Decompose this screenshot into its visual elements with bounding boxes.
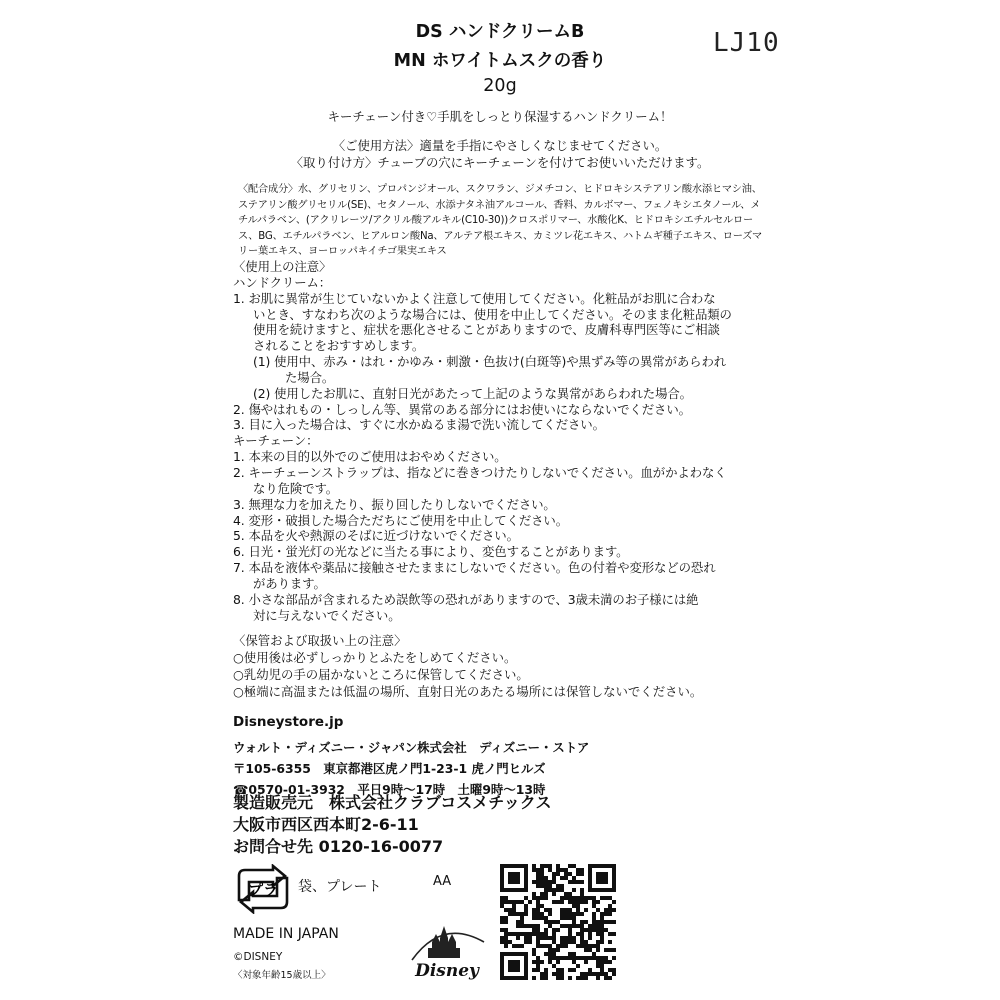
storage-heading: 〈保管および取扱い上の注意〉 (233, 633, 407, 648)
disney-castle-logo (402, 912, 492, 984)
manufacturer-name: 製造販売元 株式会社クラブコスメチックス (233, 793, 552, 812)
how-to-use: 〈ご使用方法〉適量を手指にやさしくなじませてください。 (332, 138, 668, 153)
inquiry-phone: お問合せ先 0120-16-0077 (233, 837, 444, 856)
cautions-heading: 〈使用上の注意〉 (233, 259, 332, 274)
disney-logo-text: Disney (415, 961, 479, 981)
kc-item-2: 2. キーチェーンストラップは、指などに巻きつけたりしないでください。血がかよわなく (233, 464, 727, 480)
seller-info (233, 737, 589, 800)
storage-item: ○乳幼児の手の届かないところに保管してください。 (233, 667, 529, 682)
kc-item-2-cont: なり危険です。 (253, 480, 339, 496)
kc-item-7-cont: があります。 (253, 575, 326, 591)
hc-item-1-sub-1-cont: た場合。 (285, 369, 335, 385)
kc-item-6: 6. 日光・蛍光灯の光などに当たる事により、変色することがあります。 (233, 544, 629, 560)
kc-item-3: 3. 無理な力を加えたり、振り回したりしないでください。 (233, 496, 556, 512)
kc-item-8: 8. 小さな部品が含まれるため誤飲等の恐れがありますので、3歳未満のお子様には絶 (233, 591, 699, 607)
hc-item-1-sub-1: (1) 使用中、赤み・はれ・かゆみ・刺激・色抜け(白斑等)や黒ずみ等の異常があらわれ (253, 354, 727, 370)
recycle-label: 袋、プレート (298, 879, 382, 895)
age-notice: 〈対象年齢15歳以上〉 (233, 970, 331, 981)
hc-item-1-sub-2: (2) 使用したお肌に、直射日光があたって上記のような異常があらわれた場合。 (253, 385, 692, 401)
lot-code: LJ10 (713, 28, 780, 58)
manufacturer-address: 大阪市西区西本町2-6-11 (233, 815, 419, 834)
hc-item-1-cont: いとき、すなわち次のような場合には、使用を中止してください。そのまま化粧品類の (253, 306, 732, 322)
kc-item-5: 5. 本品を火や熱源のそばに近づけないでください。 (233, 528, 519, 544)
storage-cautions (233, 632, 773, 700)
qr-code[interactable] (500, 864, 616, 980)
kc-item-7: 7. 本品を液体や薬品に接触させたままにしないでください。色の付着や変形などの恐れ (233, 560, 716, 576)
product-name-line2: MN ホワイトムスクの香り (393, 51, 607, 71)
made-in-japan: MADE IN JAPAN (233, 926, 339, 942)
seller-phone: ☎0570-01-3932 平日9時～17時 土曜9時～13時 (233, 782, 546, 797)
website: Disneystore.jp (233, 714, 344, 730)
recycle-mark-text: プラ (247, 881, 279, 899)
hc-item-1: 1. お肌に異常が生じていないかよく注意して使用してください。化粧品がお肌に合わな (233, 290, 716, 306)
seller-name: ウォルト・ディズニー・ジャパン株式会社 ディズニー・ストア (233, 740, 590, 755)
hc-item-3: 3. 目に入った場合は、すぐに水かぬるま湯で洗い流してください。 (233, 417, 605, 433)
ingredients-list: 〈配合成分〉水、グリセリン、プロパンジオール、スクワラン、ジメチコン、ヒドロキシステアリン酸水添ヒマシ油、ステアリン酸グリセリル(SE)、セタノール、水添ナタネ油アルコール、香料、カルボマー、フェノキシエタノール、メチルパラベン、(アクリレーツ/アクリル酸アルキル(C10-30))クロスポリマー、水酸化K、ヒドロキシエチルセルロース、BG、エチルパラベン、ヒアルロン酸Na、アルテア根エキス、カミツレ花エキス、ハトムギ種子エキス、ローズマリー葉エキス、ヨーロッパキイチゴ果実エキス (238, 184, 762, 258)
manufacturer-info (233, 792, 552, 858)
hc-item-2: 2. 傷やはれもの・しっしん等、異常のある部分にはお使いにならないでください。 (233, 401, 691, 417)
tagline: キーチェーン付き♡手肌をしっとり保湿するハンドクリーム！ (327, 109, 673, 124)
kc-item-1: 1. 本来の目的以外でのご使用はおやめください。 (233, 449, 507, 465)
plastic-recycle-icon (233, 864, 293, 914)
storage-item: ○使用後は必ずしっかりとふたをしめてください。 (233, 650, 517, 665)
hand-cream-heading: ハンドクリーム： (233, 274, 332, 290)
hc-item-1-cont: されることをおすすめします。 (253, 338, 425, 354)
usage-cautions (233, 259, 768, 623)
attach-instructions: 〈取り付け方〉チューブの穴にキーチェーンを付けてお使いいただけます。 (290, 155, 710, 170)
hc-item-1-cont: 使用を続けますと、症状を悪化させることがありますので、皮膚科専門医等にご相談 (253, 322, 720, 338)
product-weight: 20g (483, 76, 517, 96)
keychain-heading: キーチェーン： (233, 433, 319, 449)
product-name-line1: DS ハンドクリームB (415, 22, 585, 42)
code-aa: AA (433, 874, 452, 889)
kc-item-4: 4. 変形・破損した場合ただちにご使用を中止してください。 (233, 512, 569, 528)
storage-item: ○極端に高温または低温の場所、直射日光のあたる場所には保管しないでください。 (233, 684, 703, 699)
copyright: ©DISNEY (233, 951, 283, 963)
kc-item-8-cont: 対に与えないでください。 (253, 607, 401, 623)
seller-address: 〒105-6355 東京都港区虎ノ門1-23-1 虎ノ門ヒルズ (233, 761, 546, 776)
